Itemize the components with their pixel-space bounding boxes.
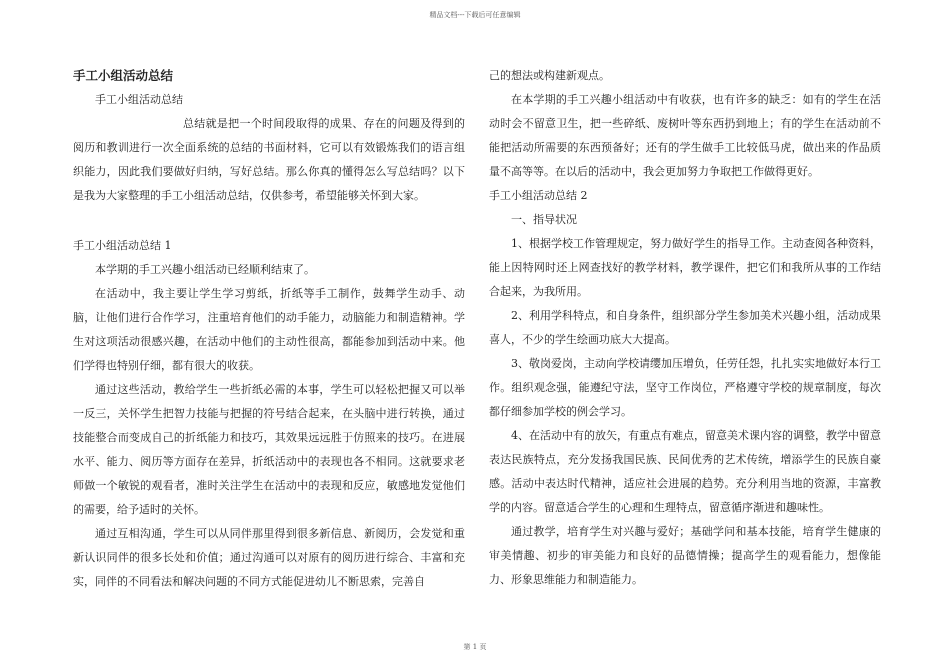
paragraph: 在本学期的手工兴趣小组活动中有收获，也有许多的缺乏：如有的学生在活动时会不留意卫生，把一些碎纸、废树叶等东西扔到地上；有的学生在活动前不能把活动所需要的东西预备好；还有的学生做手工比较低马虎，做出来的作品质量不高等等。在以后的活动中，我会更加努力争取把工作做得更好。 <box>489 93 881 178</box>
section-heading-2: 手工小组活动总结 2 <box>489 189 588 202</box>
intro-paragraph: 总结就是把一个时间段取得的成果、存在的问题及得到的阅历和教训进行一次全面系统的总结的书面材料，它可以有效锻炼我们的语言组织能力，因此我们要做好归纳，写好总结。那么你真的懂得怎么写总结吗？以下是我为大家整理的手工小组活动总结，仅供参考，希望能够关怀到大家。 <box>73 117 465 202</box>
subsection-heading: 一、指导状况 <box>511 213 577 226</box>
list-item: 1、根据学校工作管理规定，努力做好学生的指导工作。主动查阅各种资料，能上因特网时还上网查找好的教学材料，教学课件，把它们和我所从事的工作结合起来，为我所用。 <box>489 237 881 298</box>
list-item: 2、利用学科特点，和自身条件，组织部分学生参加美术兴趣小组，活动成果喜人，不少的学生绘画功底大大提高。 <box>489 309 881 346</box>
paragraph: 本学期的手工兴趣小组活动已经顺利结束了。 <box>95 263 315 276</box>
paragraph-continuation: 己的想法或构建新观点。 <box>489 69 610 82</box>
list-item: 3、敬岗爱岗，主动向学校请缨加压增负，任劳任怨，扎扎实实地做好本行工作。组织观念强，能遵纪守法，坚守工作岗位，严格遵守学校的规章制度，每次都仔细参加学校的例会学习。 <box>489 357 881 418</box>
page-header: 精品文档---下载后可任意编辑 <box>429 11 521 19</box>
page-number: 第 1 页 <box>463 643 487 651</box>
paragraph: 通过这些活动，教给学生一些折纸必需的本事，学生可以轻松把握又可以举一反三，关怀学生把智力技能与把握的符号结合起来，在头脑中进行转换，通过技能整合而变成自己的折纸能力和技巧，其效果远远胜于仿照来的技巧。在进展水平、能力、阅历等方面存在差异，折纸活动中的表现也各不相同。这就要求老师做一个敏锐的观看者，准时关注学生在活动中的表现和反应，敏感地发觉他们的需要，给予适时的关怀。 <box>73 383 465 516</box>
paragraph: 在活动中，我主要让学生学习剪纸，折纸等手工制作，鼓舞学生动手、动脑，让他们进行合作学习，注重培育他们的动手能力，动脑能力和制造精神。学生对这项活动很感兴趣，在活动中他们的主动性很高，都能参加到活动中来。他们学得也特别仔细，都有很大的收获。 <box>73 287 465 372</box>
section-gap <box>73 208 465 234</box>
list-item: 4、在活动中有的放矢，有重点有难点，留意美术课内容的调整，教学中留意表达民族特点，充分发扬我国民族、民间优秀的艺术传统，增添学生的民族自豪感。活动中表达时代精神，适应社会进展的趋势。充分利用当地的资源，丰富教学的内容。留意适合学生的心理和生理特点，留意循序渐进和趣味性。 <box>489 429 881 514</box>
paragraph: 通过互相沟通，学生可以从同伴那里得到很多新信息、新阅历，会发觉和重新认识同伴的很多长处和价值；通过沟通可以对原有的阅历进行综合、丰富和充实，同伴的不同看法和解决问题的不同方式能促进幼儿不断思索，完善自 <box>73 527 465 588</box>
paragraph: 通过教学，培育学生对兴趣与爱好；基础学问和基本技能，培育学生健康的审美情趣、初步的审美能力和良好的品德情操；提高学生的观看能力，想像能力、形象思维能力和制造能力。 <box>489 525 881 586</box>
document-title: 手工小组活动总结 <box>73 68 174 83</box>
left-column <box>73 64 465 594</box>
right-column <box>489 64 881 592</box>
document-subtitle: 手工小组活动总结 <box>95 93 183 106</box>
section-heading-1: 手工小组活动总结 1 <box>73 239 172 252</box>
